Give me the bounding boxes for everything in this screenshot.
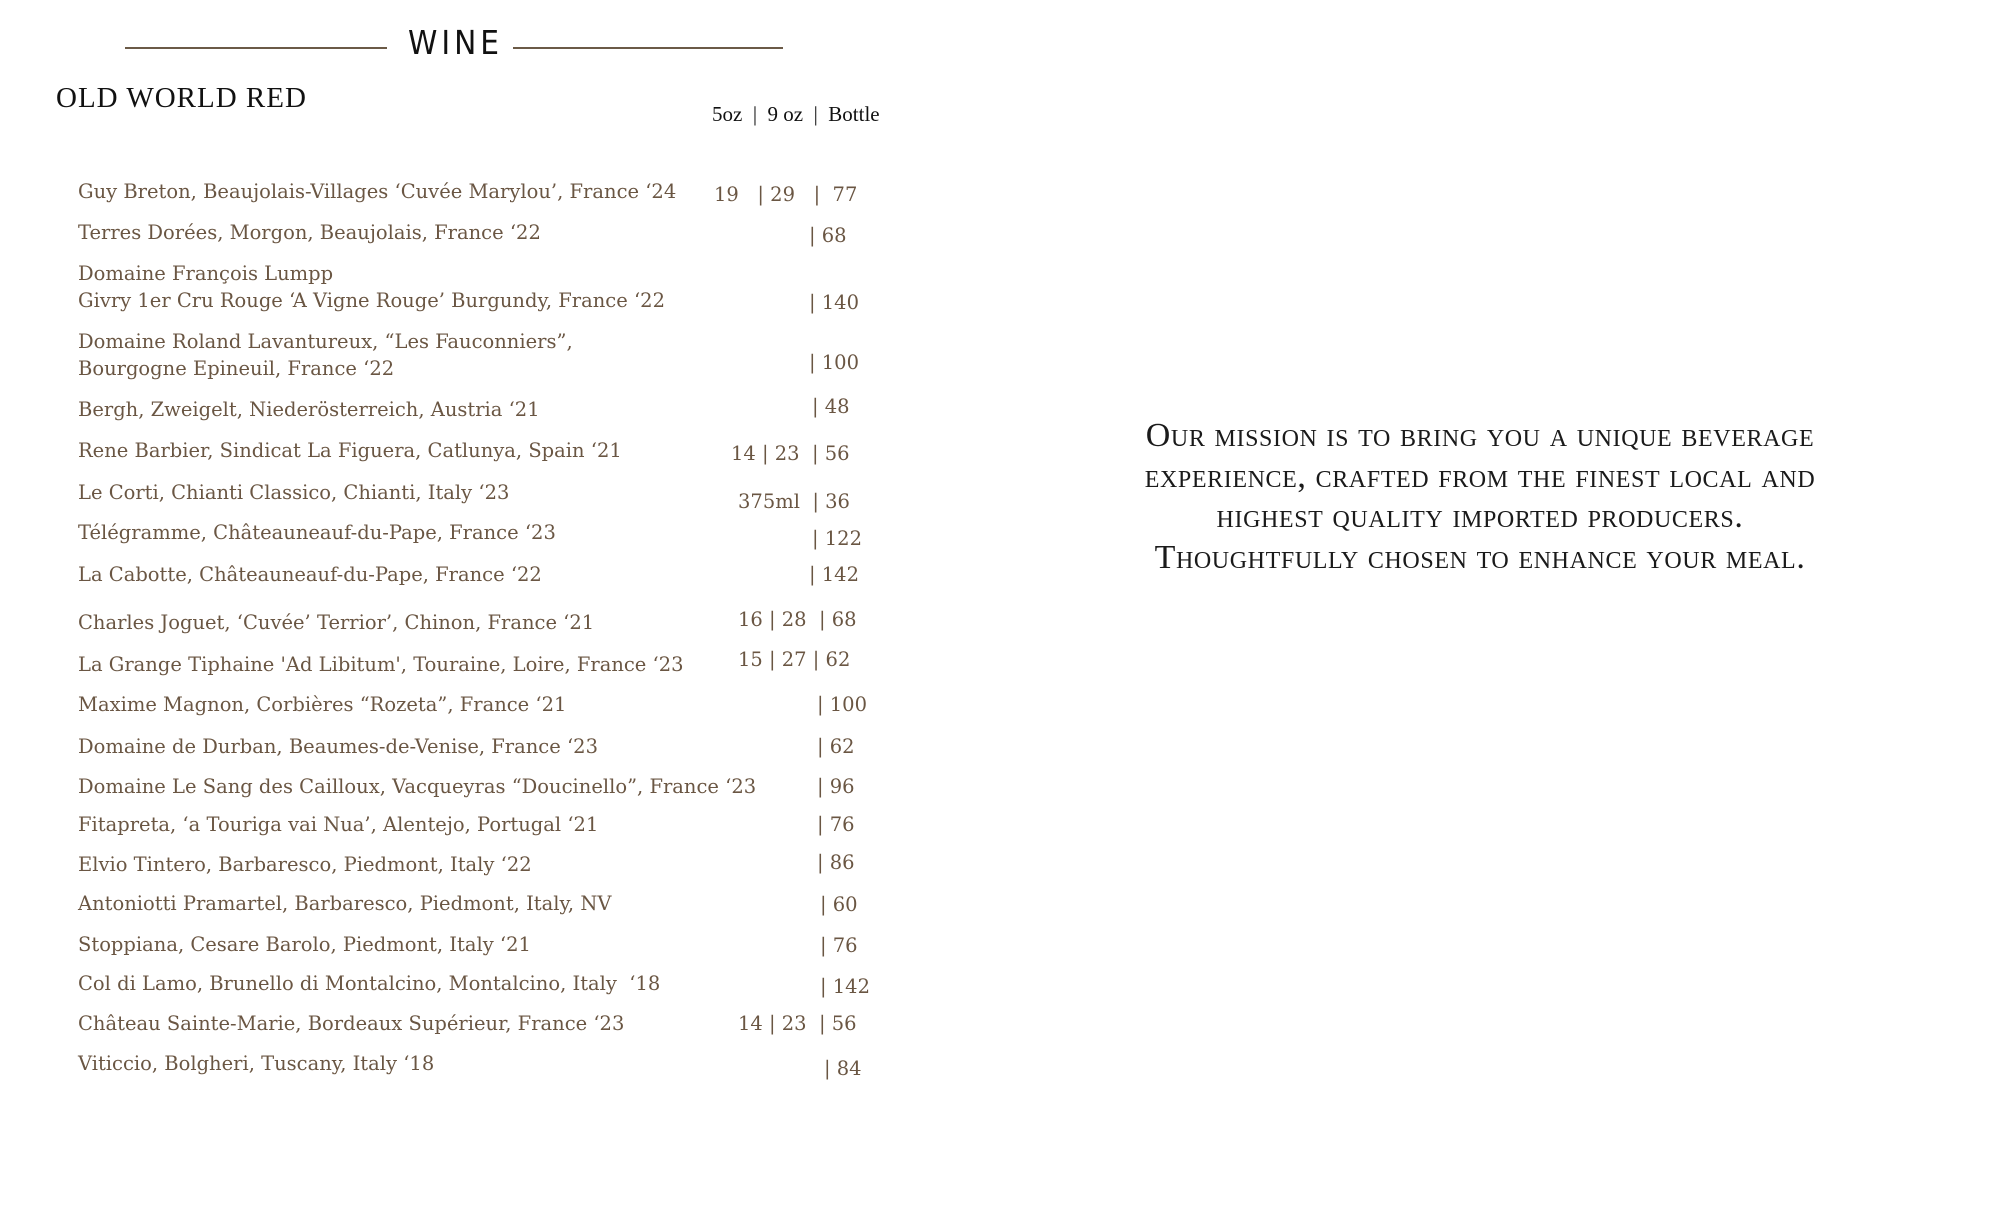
wine-name: Elvio Tintero, Barbaresco, Piedmont, Italy ‘22 <box>78 853 532 876</box>
wine-name: Domaine Le Sang des Cailloux, Vacqueyras “Doucinello”, France ‘23 <box>78 775 757 798</box>
wine-price: 19 | 29 | 77 <box>714 183 858 206</box>
heading-rule-right <box>513 47 783 49</box>
wine-name: Guy Breton, Beaujolais-Villages ‘Cuvée Marylou’, France ‘24 <box>78 180 677 203</box>
wine-price: | 76 <box>817 813 855 836</box>
wine-price: | 100 <box>809 351 859 374</box>
wine-name: Col di Lamo, Brunello di Montalcino, Montalcino, Italy ‘18 <box>78 972 661 995</box>
heading-rule-left <box>125 47 387 49</box>
mission-statement: Our mission is to bring you a unique beverage experience, crafted from the finest local and highest quality imported producers. Thoughtfully chosen to enhance your meal. <box>1144 417 1816 576</box>
wine-price: 16 | 28 | 68 <box>738 608 857 631</box>
wine-name: Maxime Magnon, Corbières “Rozeta”, France ‘21 <box>78 693 567 716</box>
wine-name: Bergh, Zweigelt, Niederösterreich, Austria ‘21 <box>78 398 540 421</box>
wine-price: | 142 <box>820 975 870 998</box>
wine-price: | 48 <box>812 395 850 418</box>
wine-name: La Cabotte, Châteauneauf-du-Pape, France ‘22 <box>78 563 542 586</box>
wine-name: La Grange Tiphaine 'Ad Libitum', Touraine, Loire, France ‘23 <box>78 653 684 676</box>
wine-price: 14 | 23 | 56 <box>738 1012 857 1035</box>
wine-price: 375ml | 36 <box>738 490 850 513</box>
wine-price: | 68 <box>809 224 847 247</box>
wine-price: | 140 <box>809 291 859 314</box>
wine-price: 15 | 27 | 62 <box>738 648 851 671</box>
wine-name: Télégramme, Châteauneauf-du-Pape, France ‘23 <box>78 521 556 544</box>
wine-name: Terres Dorées, Morgon, Beaujolais, France ‘22 <box>78 221 541 244</box>
wine-name: Fitapreta, ‘a Touriga vai Nua’, Alentejo, Portugal ‘21 <box>78 813 599 836</box>
wine-name: Domaine François Lumpp Givry 1er Cru Rouge ‘A Vigne Rouge’ Burgundy, France ‘22 <box>78 262 665 312</box>
wine-name: Domaine de Durban, Beaumes-de-Venise, France ‘23 <box>78 735 598 758</box>
wine-name: Viticcio, Bolgheri, Tuscany, Italy ‘18 <box>78 1052 435 1075</box>
wine-price: | 86 <box>817 851 855 874</box>
wine-price: | 62 <box>817 735 855 758</box>
wine-name: Stoppiana, Cesare Barolo, Piedmont, Italy ‘21 <box>78 933 531 956</box>
wine-price: 14 | 23 | 56 <box>731 442 850 465</box>
wine-price: | 96 <box>817 775 855 798</box>
wine-name: Domaine Roland Lavantureux, “Les Fauconniers”, Bourgogne Epineuil, France ‘22 <box>78 330 573 380</box>
wine-price: | 76 <box>820 934 858 957</box>
wine-price: | 100 <box>817 693 867 716</box>
wine-name: Le Corti, Chianti Classico, Chianti, Italy ‘23 <box>78 481 510 504</box>
wine-price: | 142 <box>809 563 859 586</box>
wine-name: Château Sainte-Marie, Bordeaux Supérieur, France ‘23 <box>78 1012 625 1035</box>
wine-price: | 122 <box>812 527 862 550</box>
wine-price: | 84 <box>824 1057 862 1080</box>
wine-name: Charles Joguet, ‘Cuvée’ Terrior’, Chinon, France ‘21 <box>78 611 595 634</box>
wine-name: Antoniotti Pramartel, Barbaresco, Piedmont, Italy, NV <box>78 892 612 915</box>
wine-price: | 60 <box>820 893 858 916</box>
section-title: OLD WORLD RED <box>56 82 307 114</box>
size-price-header: 5oz | 9 oz | Bottle <box>712 102 880 126</box>
menu-heading: WINE <box>408 23 504 62</box>
wine-name: Rene Barbier, Sindicat La Figuera, Catlunya, Spain ‘21 <box>78 439 622 462</box>
